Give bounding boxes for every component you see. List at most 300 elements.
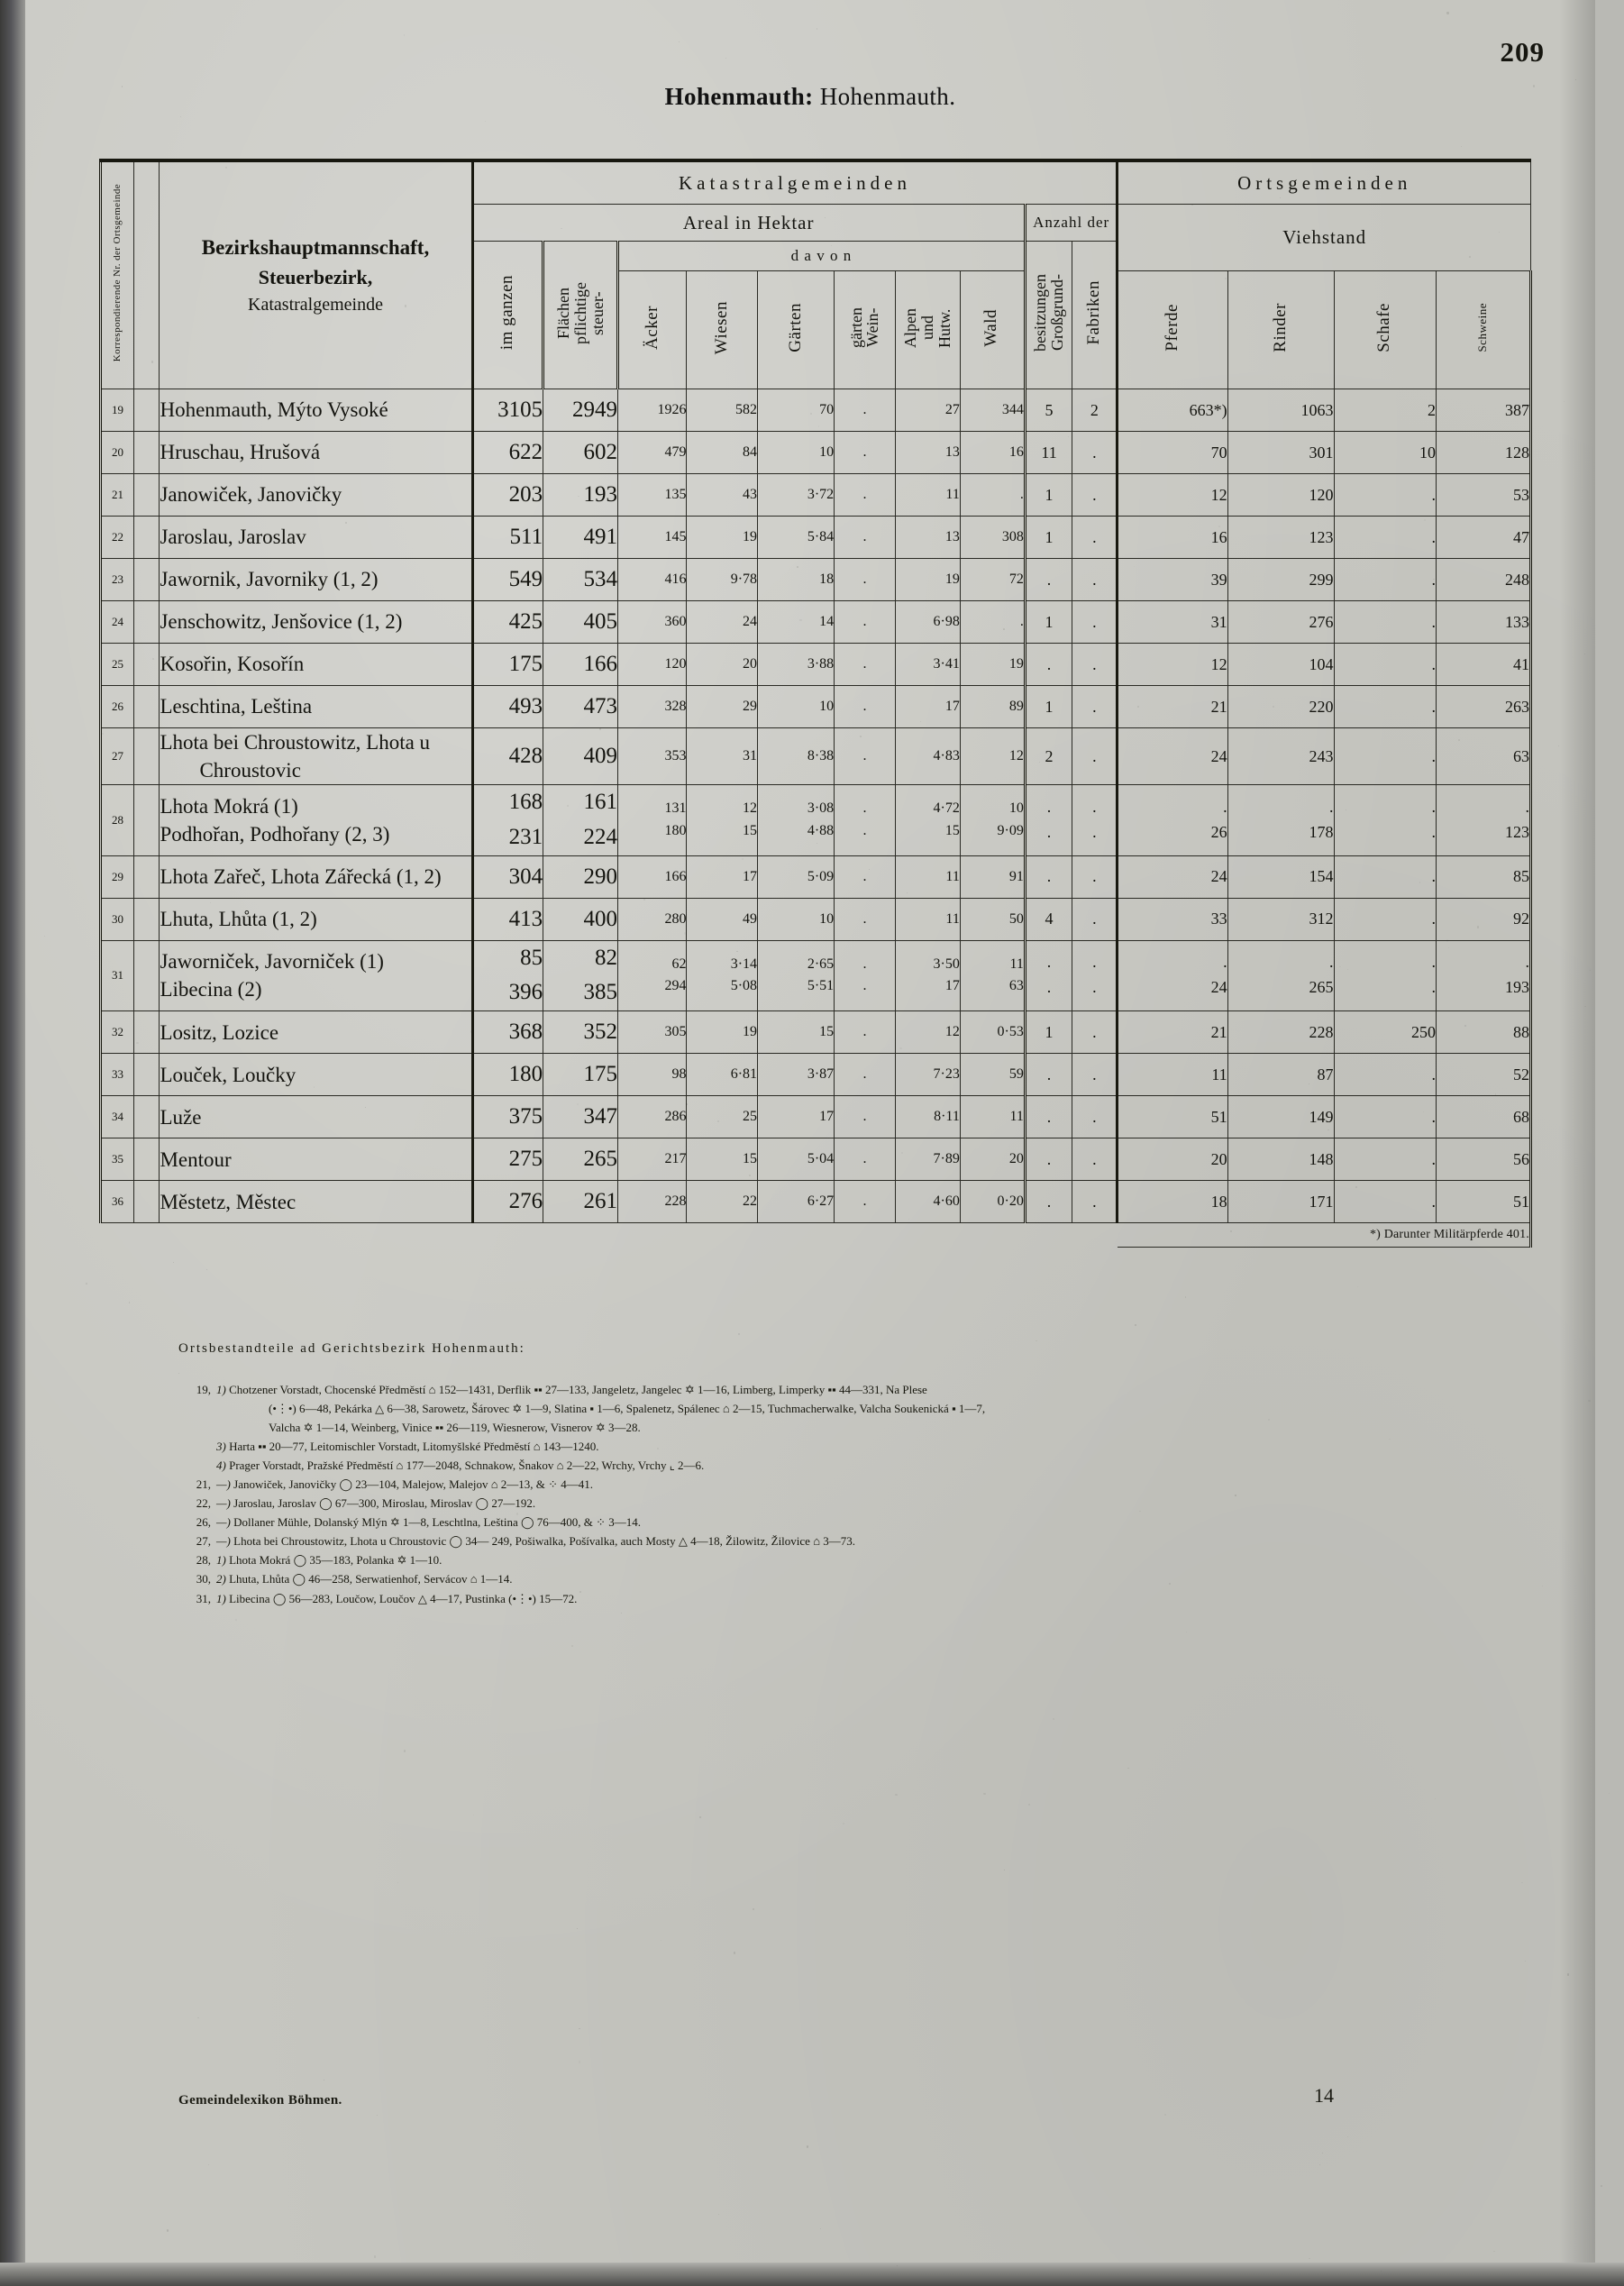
cell-steuer: 261 <box>543 1181 618 1223</box>
row-place-name-primary: Hohenmauth, Mýto Vysoké <box>160 398 388 422</box>
header-col-schweine <box>1437 271 1531 389</box>
row-place-name-primary: Jaroslau, Jaroslav <box>160 526 306 549</box>
cell-fabriken: . <box>1072 855 1118 898</box>
table-row <box>101 728 1531 785</box>
cell-value-a: 131 <box>664 800 687 817</box>
cell-schafe: . <box>1334 855 1437 898</box>
ortsbestandteile-marker: 1) <box>216 1591 230 1605</box>
cell-value-a: . <box>1223 953 1227 972</box>
cell-gross: 1 <box>1025 601 1072 644</box>
cell-schafe: . <box>1334 517 1437 559</box>
ortsbestandteile-key: 27, <box>196 1534 211 1549</box>
header-label-steuerpflichtige <box>555 282 607 344</box>
cell-value-a: . <box>1092 797 1097 816</box>
page-number: 209 <box>1500 36 1545 68</box>
header-label-gross-a: Großgrund- <box>1048 274 1067 352</box>
row-place-name <box>160 559 472 601</box>
cell-acker: 305 <box>618 1011 687 1054</box>
row-place-name <box>160 644 472 686</box>
cell-value-a: 12 <box>743 800 758 817</box>
ortsbestandteile-text: —) Janowiček, Janovičky ◯ 23—104, Malejow, Malejov ⌂ 2—13, & ⁘ 4—41. <box>216 1477 594 1492</box>
cell-wein: . <box>835 898 896 940</box>
cell-pferde: 39 <box>1118 559 1227 601</box>
cell-gaerten: 14 <box>758 601 835 644</box>
cell-wiesen: 31 <box>687 728 758 785</box>
cell-rinder: 120 <box>1227 474 1334 517</box>
scan-speck <box>895 1794 897 1796</box>
cell-acker: 416 <box>618 559 687 601</box>
cell-im-ganzen: 493 <box>472 686 543 728</box>
row-place-name-primary: Lositz, Lozice <box>160 1020 279 1044</box>
cell-wiesen: 19 <box>687 1011 758 1054</box>
header-label-schweine: Schweine <box>1475 303 1490 352</box>
cell-value-a: 161 <box>583 790 618 815</box>
cell-steuer: 290 <box>543 855 618 898</box>
scan-speck <box>1575 79 1576 80</box>
cell-im-ganzen: 511 <box>472 517 543 559</box>
ortsbestandteile-entries <box>178 1380 1494 1608</box>
scan-speck <box>530 666 531 667</box>
cell-rinder <box>1227 940 1334 1011</box>
row-place-name <box>160 855 472 898</box>
cell-wald: 19 <box>960 644 1025 686</box>
scan-speck <box>1477 926 1479 928</box>
ortsbestandteile-entry <box>178 1513 1494 1532</box>
cell-wiesen: 9·78 <box>687 559 758 601</box>
cell-value-a: . <box>1046 797 1052 816</box>
cell-wein: . <box>835 1054 896 1096</box>
ortsbestandteile-entry <box>178 1569 1494 1588</box>
cell-value-b: 231 <box>508 824 543 849</box>
cell-fabriken: . <box>1072 728 1118 785</box>
ortsbestandteile-key: 22, <box>196 1496 211 1511</box>
ortsbestandteile-entry <box>178 1589 1494 1608</box>
cell-gaerten: 3·72 <box>758 474 835 517</box>
row-index: 30 <box>101 898 134 940</box>
header-label-steuer-c: Flächen <box>553 287 572 339</box>
cell-steuer: 193 <box>543 474 618 517</box>
cell-wiesen <box>687 940 758 1011</box>
table-row <box>101 855 1531 898</box>
cell-schweine <box>1437 785 1531 856</box>
cell-value-b: 224 <box>583 824 618 849</box>
cell-rinder: 1063 <box>1227 389 1334 432</box>
row-gutter <box>134 855 160 898</box>
cell-schafe: 2 <box>1334 389 1437 432</box>
header-label-hutw <box>902 308 953 348</box>
cell-wein: . <box>835 389 896 432</box>
header-areal-in-hektar: Areal in Hektar <box>472 205 1025 242</box>
running-head-district: Hohenmauth <box>664 83 806 110</box>
row-gutter <box>134 517 160 559</box>
cell-steuer: 405 <box>543 601 618 644</box>
cell-rinder: 228 <box>1227 1011 1334 1054</box>
ortsbestandteile-entry <box>178 1532 1494 1550</box>
cell-value-a: . <box>1092 953 1097 972</box>
cell-gross: 5 <box>1025 389 1072 432</box>
cell-gross: . <box>1025 1096 1072 1138</box>
row-index: 19 <box>101 389 134 432</box>
row-place-name <box>160 1138 472 1181</box>
table-footnote: *) Darunter Militärpferde 401. <box>1118 1223 1531 1248</box>
statistics-table <box>99 159 1532 1248</box>
cell-wein: . <box>835 601 896 644</box>
cell-steuer: 347 <box>543 1096 618 1138</box>
scan-speck <box>907 892 908 893</box>
running-head-place: Hohenmauth. <box>819 83 956 110</box>
cell-schafe: 250 <box>1334 1011 1437 1054</box>
header-viehstand: Viehstand <box>1118 205 1531 271</box>
page-edge-shadow <box>1559 0 1595 2263</box>
table-row <box>101 785 1531 856</box>
ortsbestandteile-title: Ortsbestandteile ad Gerichtsbezirk Hohenmauth: <box>178 1341 525 1356</box>
cell-gaerten: 70 <box>758 389 835 432</box>
row-gutter <box>134 1096 160 1138</box>
row-index: 31 <box>101 940 134 1011</box>
cell-acker: 217 <box>618 1138 687 1181</box>
cell-im-ganzen <box>472 940 543 1011</box>
scan-speck <box>1339 966 1341 968</box>
cell-gross: 1 <box>1025 686 1072 728</box>
cell-schafe: 10 <box>1334 432 1437 474</box>
row-place-name <box>160 601 472 644</box>
cell-wald: . <box>960 601 1025 644</box>
cell-schafe: . <box>1334 1181 1437 1223</box>
cell-steuer: 265 <box>543 1138 618 1181</box>
scan-speck <box>1225 278 1227 279</box>
cell-rinder: 171 <box>1227 1181 1334 1223</box>
table-row <box>101 940 1531 1011</box>
table-row <box>101 644 1531 686</box>
cell-schweine <box>1437 940 1531 1011</box>
header-label-wald: Wald <box>981 308 1001 347</box>
table-row <box>101 559 1531 601</box>
ortsbestandteile-marker: 2) <box>216 1572 230 1586</box>
ortsbestandteile-marker: 4) <box>216 1458 230 1473</box>
header-col-pferde <box>1118 271 1227 389</box>
cell-value-a: 85 <box>520 945 543 970</box>
cell-wald <box>960 940 1025 1011</box>
row-place-name-primary: Jaworniček, Javorniček (1) <box>160 950 384 974</box>
cell-hutw: 6·98 <box>895 601 960 644</box>
header-col-gaerten <box>758 271 835 389</box>
header-col-weingaerten <box>835 271 896 389</box>
cell-im-ganzen: 203 <box>472 474 543 517</box>
cell-pferde: 24 <box>1118 728 1227 785</box>
header-stub-line1: Bezirkshauptmannschaft, <box>201 236 430 260</box>
cell-value-b: 17 <box>944 978 960 994</box>
ortsbestandteile-key: 31, <box>196 1591 211 1605</box>
cell-schweine: 85 <box>1437 855 1531 898</box>
row-place-name-primary: Jawornik, Javorniky (1, 2) <box>160 568 379 591</box>
cell-acker <box>618 785 687 856</box>
cell-schweine: 41 <box>1437 644 1531 686</box>
cell-hutw: 19 <box>895 559 960 601</box>
ortsbestandteile-key: 28, <box>196 1553 211 1568</box>
scan-speck <box>404 1750 406 1751</box>
row-gutter <box>134 644 160 686</box>
cell-value-b: . <box>1092 978 1097 997</box>
header-label-gross-b: besitzungen <box>1031 274 1050 352</box>
row-gutter <box>134 785 160 856</box>
table-body <box>101 389 1531 1223</box>
header-korrespondierende-nr <box>101 160 134 389</box>
header-anzahl-der: Anzahl der <box>1025 205 1118 242</box>
ortsbestandteile-text: 1) Chotzener Vorstadt, Chocenské Předměstí ⌂ 152—1431, Derflik ▪▪ 27—133, Jangeletz, Jangelec ✡ 1—16, Limberg, Limperky ▪▪ 44—331, Na Plese (•⋮•) 6—48, Pekárka △ 6—38, Sarowetz, Šárovec ✡ 1—9, Slatina ▪ 1—6, Spalenetz, Spálenec ⌂ 2—15, Tuchmacherwalke, Valcha Soukenická ▪ 1—7, Valcha ✡ 1—14, Weinberg, Vinice ▪▪ 26—119, Wiesnerow, Visnerov ✡ 3—28. <box>216 1380 1494 1437</box>
cell-value-a: 4·72 <box>933 800 960 817</box>
cell-wein <box>835 940 896 1011</box>
cell-acker: 280 <box>618 898 687 940</box>
cell-rinder: 87 <box>1227 1054 1334 1096</box>
cell-wiesen: 17 <box>687 855 758 898</box>
cell-fabriken: . <box>1072 432 1118 474</box>
cell-im-ganzen <box>472 785 543 856</box>
scan-speck <box>8 1633 10 1635</box>
cell-gross: 11 <box>1025 432 1072 474</box>
cell-wiesen: 84 <box>687 432 758 474</box>
cell-wein: . <box>835 517 896 559</box>
cell-fabriken: . <box>1072 686 1118 728</box>
cell-schweine: 133 <box>1437 601 1531 644</box>
cell-value-b: 123 <box>1505 822 1529 841</box>
cell-rinder: 276 <box>1227 601 1334 644</box>
table-row <box>101 601 1531 644</box>
row-index: 21 <box>101 474 134 517</box>
ortsbestandteile-key: 19, <box>196 1383 211 1396</box>
header-col-acker <box>618 271 687 389</box>
cell-wein: . <box>835 728 896 785</box>
row-index: 20 <box>101 432 134 474</box>
cell-hutw <box>895 940 960 1011</box>
header-label-weingaerten <box>848 307 882 348</box>
row-index: 28 <box>101 785 134 856</box>
scan-speck <box>578 496 579 497</box>
table-row <box>101 432 1531 474</box>
scan-speck <box>404 34 405 35</box>
cell-value-a: 10 <box>1008 800 1024 817</box>
header-col-wald <box>960 271 1025 389</box>
cell-schweine: 263 <box>1437 686 1531 728</box>
table-row <box>101 1054 1531 1096</box>
scan-speck <box>397 1882 398 1883</box>
row-place-name-primary: Mentour <box>160 1148 232 1171</box>
cell-hutw: 7·89 <box>895 1138 960 1181</box>
header-col-rinder <box>1227 271 1334 389</box>
cell-schweine: 56 <box>1437 1138 1531 1181</box>
row-place-name <box>160 517 472 559</box>
scan-speck <box>749 1175 751 1176</box>
cell-hutw: 11 <box>895 898 960 940</box>
cell-schweine: 63 <box>1437 728 1531 785</box>
ortsbestandteile-entry <box>178 1550 1494 1569</box>
scan-speck <box>1495 1093 1496 1094</box>
table-row <box>101 686 1531 728</box>
scan-speck <box>1134 566 1135 567</box>
row-place-name <box>160 940 472 1011</box>
scan-speck <box>1609 1793 1610 1794</box>
cell-schweine: 47 <box>1437 517 1531 559</box>
scan-speck <box>799 619 801 621</box>
header-label-hutw-c: Alpen <box>900 307 919 348</box>
cell-value-a: . <box>1431 797 1437 816</box>
cell-value-a: . <box>862 800 867 817</box>
row-index: 32 <box>101 1011 134 1054</box>
cell-value-b: 396 <box>508 980 543 1005</box>
scan-speck <box>102 733 104 735</box>
cell-im-ganzen: 275 <box>472 1138 543 1181</box>
cell-wald: 344 <box>960 389 1025 432</box>
cell-rinder: 154 <box>1227 855 1334 898</box>
scan-speck <box>577 1103 579 1105</box>
cell-schweine: 52 <box>1437 1054 1531 1096</box>
row-index: 29 <box>101 855 134 898</box>
cell-wein: . <box>835 559 896 601</box>
cell-wein: . <box>835 855 896 898</box>
cell-gross: . <box>1025 1181 1072 1223</box>
ortsbestandteile-key: 26, <box>196 1515 211 1530</box>
row-place-name-primary: Luže <box>160 1105 202 1129</box>
row-index: 22 <box>101 517 134 559</box>
row-place-name-secondary: Chroustovic <box>199 759 301 782</box>
cell-hutw <box>895 785 960 856</box>
ortsbestandteile-marker: 3) <box>216 1440 230 1454</box>
row-place-name-secondary: Podhořan, Podhořany (2, 3) <box>160 822 390 846</box>
cell-wald: 50 <box>960 898 1025 940</box>
cell-schafe: . <box>1334 601 1437 644</box>
cell-wald: 20 <box>960 1138 1025 1181</box>
cell-fabriken: . <box>1072 559 1118 601</box>
row-gutter <box>134 559 160 601</box>
cell-schafe: . <box>1334 1054 1437 1096</box>
scan-speck <box>869 869 870 870</box>
cell-wald: 91 <box>960 855 1025 898</box>
row-gutter <box>134 898 160 940</box>
cell-value-a: . <box>1329 797 1334 816</box>
cell-wein: . <box>835 1096 896 1138</box>
cell-rinder: 148 <box>1227 1138 1334 1181</box>
scan-speck <box>1319 2164 1320 2165</box>
cell-im-ganzen: 622 <box>472 432 543 474</box>
scan-speck <box>736 951 738 953</box>
cell-fabriken <box>1072 940 1118 1011</box>
cell-pferde <box>1118 785 1227 856</box>
cell-wiesen: 6·81 <box>687 1054 758 1096</box>
ortsbestandteile-text: —) Dollaner Mühle, Dolanský Mlýn ✡ 1—8, Leschtlna, Leština ◯ 76—400, & ⁘ 3—14. <box>216 1515 642 1530</box>
header-label-pferde: Pferde <box>1163 304 1182 352</box>
cell-wein: . <box>835 1011 896 1054</box>
row-place-name <box>160 728 472 785</box>
cell-pferde: 21 <box>1118 686 1227 728</box>
cell-value-b: 26 <box>1210 822 1227 841</box>
cell-rinder: 123 <box>1227 517 1334 559</box>
cell-gross: . <box>1025 644 1072 686</box>
cell-acker: 328 <box>618 686 687 728</box>
cell-wein: . <box>835 1181 896 1223</box>
header-label-hutw-a: Hutw. <box>935 307 953 348</box>
cell-wald <box>960 785 1025 856</box>
scan-speck <box>860 736 862 737</box>
cell-rinder: 299 <box>1227 559 1334 601</box>
scan-speck <box>86 1283 87 1285</box>
cell-schweine: 68 <box>1437 1096 1531 1138</box>
cell-schweine: 88 <box>1437 1011 1531 1054</box>
cell-value-a: . <box>1525 953 1529 972</box>
cell-gross <box>1025 940 1072 1011</box>
row-index: 25 <box>101 644 134 686</box>
cell-value-b: . <box>862 822 867 838</box>
header-label-rinder: Rinder <box>1270 303 1290 352</box>
cell-im-ganzen: 413 <box>472 898 543 940</box>
cell-schweine: 92 <box>1437 898 1531 940</box>
cell-rinder: 149 <box>1227 1096 1334 1138</box>
scan-speck <box>920 721 921 722</box>
cell-pferde: 51 <box>1118 1096 1227 1138</box>
header-label-fabriken: Fabriken <box>1083 280 1103 345</box>
ortsbestandteile-text: 3) Harta ▪▪ 20—77, Leitomischler Vorstadt, Litomyšlské Předměstí ⌂ 143—1240. <box>216 1440 599 1454</box>
cell-gross <box>1025 785 1072 856</box>
cell-hutw: 11 <box>895 474 960 517</box>
cell-value-b: 9·09 <box>997 822 1024 838</box>
cell-schafe <box>1334 940 1437 1011</box>
row-index: 34 <box>101 1096 134 1138</box>
cell-fabriken: . <box>1072 517 1118 559</box>
header-col-im-ganzen <box>472 242 543 389</box>
cell-hutw: 3·41 <box>895 644 960 686</box>
cell-steuer: 400 <box>543 898 618 940</box>
ortsbestandteile-entry <box>178 1475 1494 1494</box>
scan-speck <box>1381 2271 1382 2272</box>
cell-acker: 286 <box>618 1096 687 1138</box>
scan-speck <box>1435 1798 1436 1799</box>
cell-hutw: 13 <box>895 432 960 474</box>
cell-value-b: 5·51 <box>807 978 835 994</box>
header-label-wein-b: gärten <box>846 307 865 348</box>
cell-schafe: . <box>1334 728 1437 785</box>
cell-schweine: 53 <box>1437 474 1531 517</box>
cell-value-b: 63 <box>1008 978 1024 994</box>
scan-speck <box>843 1823 844 1824</box>
cell-wiesen: 29 <box>687 686 758 728</box>
cell-schafe: . <box>1334 1138 1437 1181</box>
cell-gross: . <box>1025 1138 1072 1181</box>
cell-pferde: 21 <box>1118 1011 1227 1054</box>
ortsbestandteile-marker: —) <box>216 1515 234 1530</box>
ortsbestandteile-text: 1) Lhota Mokrá ◯ 35—183, Polanka ✡ 1—10. <box>216 1553 442 1568</box>
cell-gaerten: 10 <box>758 898 835 940</box>
cell-gaerten: 5·09 <box>758 855 835 898</box>
scan-speck <box>1433 579 1434 580</box>
cell-rinder: 243 <box>1227 728 1334 785</box>
cell-value-b: . <box>1431 978 1437 997</box>
cell-hutw: 13 <box>895 517 960 559</box>
header-col-wiesen <box>687 271 758 389</box>
cell-im-ganzen: 368 <box>472 1011 543 1054</box>
row-index: 24 <box>101 601 134 644</box>
ortsbestandteile-text: 1) Libecina ◯ 56—283, Loučow, Loučov △ 4—17, Pustinka (•⋮•) 15—72. <box>216 1591 578 1605</box>
scan-edge-bottom <box>0 2263 1624 2286</box>
cell-hutw: 11 <box>895 855 960 898</box>
header-stub <box>160 160 472 389</box>
cell-im-ganzen: 428 <box>472 728 543 785</box>
scan-speck <box>725 58 726 59</box>
ortsbestandteile-entry <box>178 1494 1494 1513</box>
cell-fabriken: . <box>1072 1011 1118 1054</box>
scan-speck <box>1280 197 1281 198</box>
cell-value-a: 3·50 <box>933 956 960 972</box>
scan-speck <box>1003 628 1005 630</box>
cell-value-b: . <box>862 978 867 994</box>
cell-value-a: 168 <box>508 790 543 815</box>
